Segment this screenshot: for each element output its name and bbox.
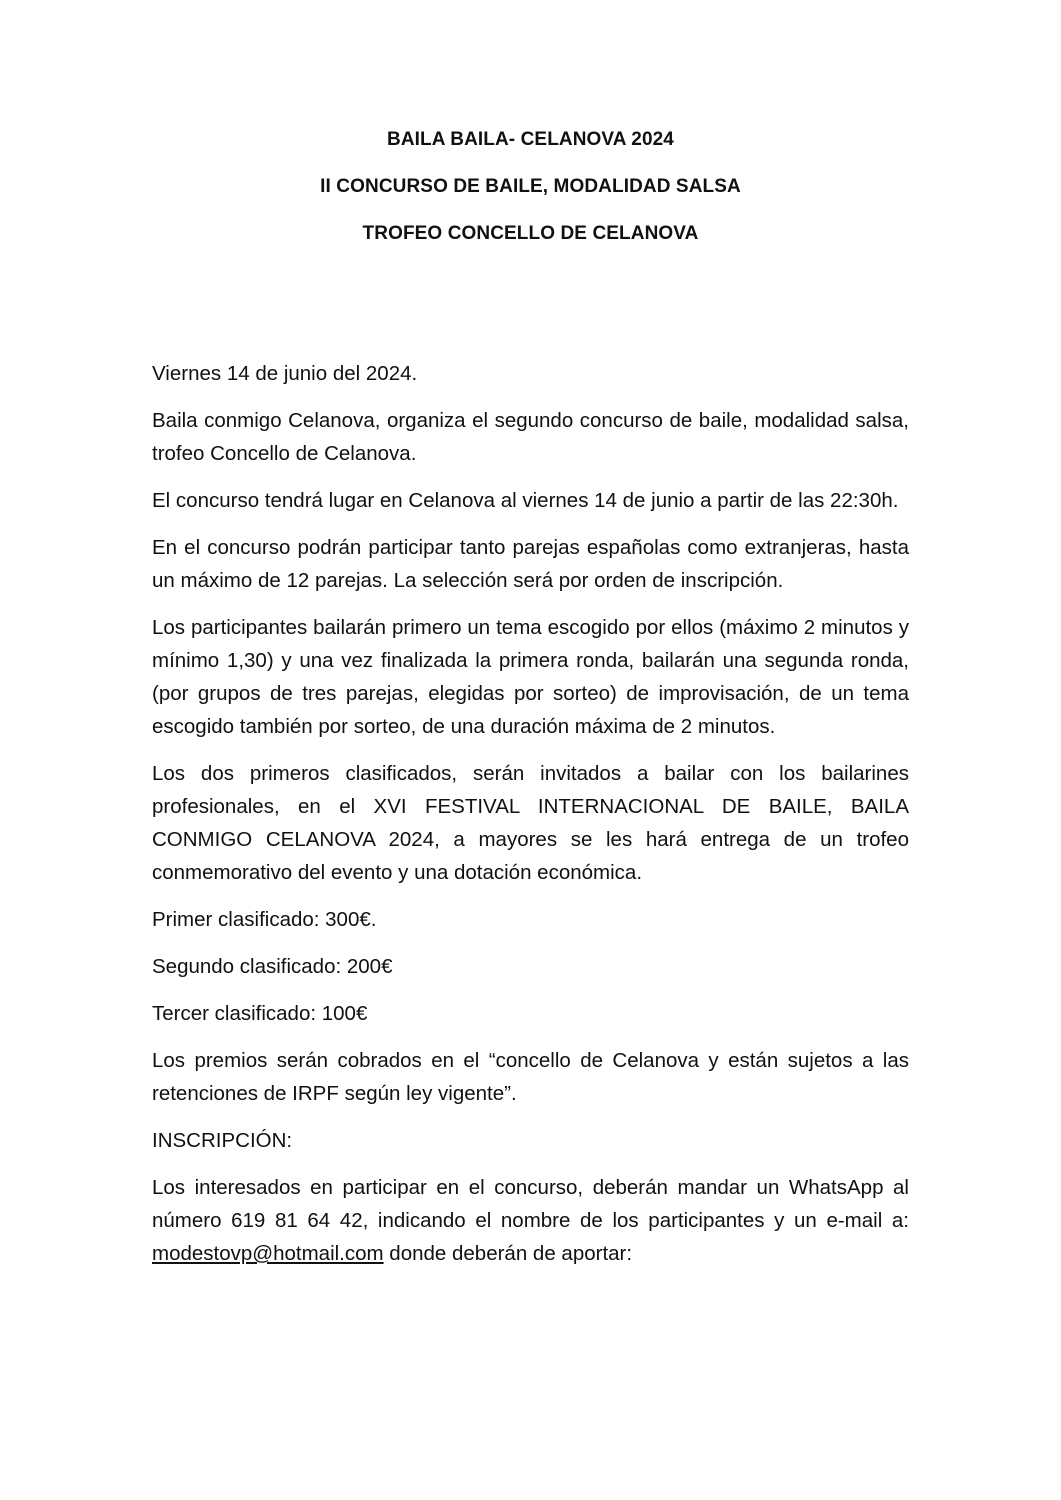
inscription-text-end: donde deberán de aportar: [383,1242,633,1265]
paragraph-venue: El concurso tendrá lugar en Celanova al viernes 14 de junio a partir de las 22:30h. [152,489,899,512]
paragraph-inscription [152,1171,909,1270]
prize-first: Primer clasificado: 300€. [152,908,377,931]
event-date: Viernes 14 de junio del 2024. [152,362,418,385]
prize-second: Segundo clasificado: 200€ [152,955,393,978]
paragraph-rules: Los participantes bailarán primero un tema escogido por ellos (máximo 2 minutos y mínimo 1,30) y una vez finalizada la primera ronda, bailarán una segunda ronda, (por grupos de tres parejas, elegidas por sorteo) de improvisación, de un tema escogido también por sorteo, de una duración máxima de 2 minutos. [152,616,909,738]
paragraph-winners: Los dos primeros clasificados, serán invitados a bailar con los bailarines profesionales, en el XVI FESTIVAL INTERNACIONAL DE BAILE, BAILA CONMIGO CELANOVA 2024, a mayores se les hará entrega de un trofeo conmemorativo del evento y una dotación económica. [152,762,909,884]
paragraph-prize-terms: Los premios serán cobrados en el “concello de Celanova y están sujetos a las retenciones de IRPF según ley vigente”. [152,1049,909,1105]
document-body [152,357,909,1284]
heading-trophy: TROFEO CONCELLO DE CELANOVA [362,223,699,244]
inscription-text: Los interesados en participar en el concurso, deberán mandar un WhatsApp al número 619 81 64 42, indicando el nombre de los participantes y un e-mail a: [152,1176,909,1232]
inscription-heading: INSCRIPCIÓN: [152,1129,293,1152]
heading-title: BAILA BAILA- CELANOVA 2024 [387,129,674,150]
email-link[interactable]: modestovp@hotmail.com [152,1242,384,1265]
heading-subtitle: II CONCURSO DE BAILE, MODALIDAD SALSA [320,176,741,197]
document-heading [0,128,1061,269]
prize-third: Tercer clasificado: 100€ [152,1002,368,1025]
paragraph-participants: En el concurso podrán participar tanto parejas españolas como extranjeras, hasta un máximo de 12 parejas. La selección será por orden de inscripción. [152,536,909,592]
paragraph-organizer: Baila conmigo Celanova, organiza el segundo concurso de baile, modalidad salsa, trofeo Concello de Celanova. [152,409,909,465]
